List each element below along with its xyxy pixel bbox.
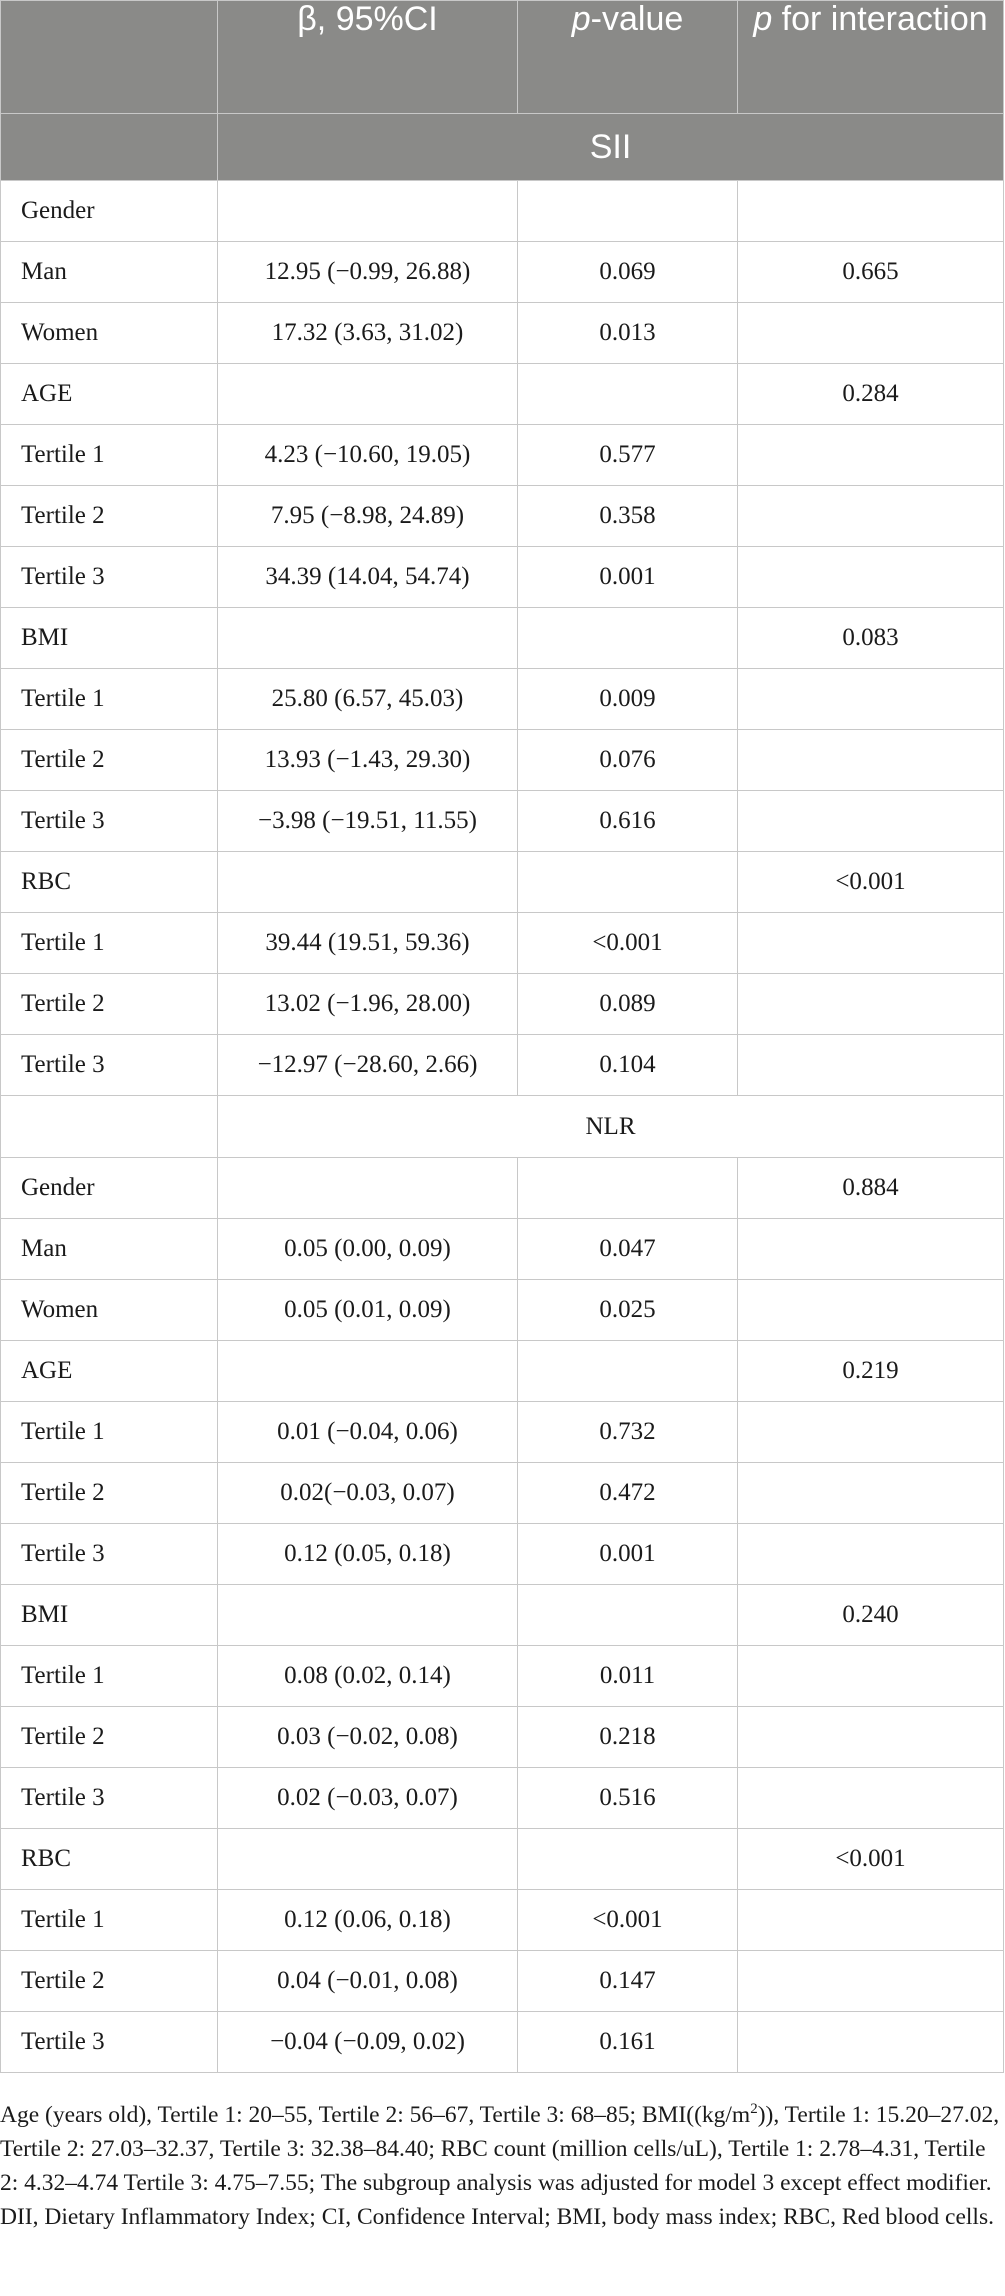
header-p-interaction <box>738 1 1004 114</box>
table-row <box>1 425 1004 486</box>
table-row <box>1 1707 1004 1768</box>
p-value-cell: 0.013 <box>518 303 738 364</box>
beta-ci-cell <box>218 1158 518 1219</box>
nlr-section-empty <box>1 1096 218 1158</box>
row-label: Tertile 1 <box>1 1890 218 1951</box>
row-label: Tertile 3 <box>1 1768 218 1829</box>
row-label: Tertile 2 <box>1 730 218 791</box>
beta-ci-cell: −3.98 (−19.51, 11.55) <box>218 791 518 852</box>
table-row <box>1 486 1004 547</box>
row-label: Tertile 1 <box>1 913 218 974</box>
p-value-cell: 0.516 <box>518 1768 738 1829</box>
table-row <box>1 669 1004 730</box>
row-label: Gender <box>1 1158 218 1219</box>
row-label: Tertile 2 <box>1 486 218 547</box>
p-interaction-cell <box>738 486 1004 547</box>
p-interaction-cell: 0.884 <box>738 1158 1004 1219</box>
p-value-cell: 0.009 <box>518 669 738 730</box>
table-row <box>1 974 1004 1035</box>
row-label: Tertile 3 <box>1 547 218 608</box>
p-interaction-cell <box>738 1951 1004 2012</box>
row-label: Tertile 1 <box>1 669 218 730</box>
p-value-cell: 0.161 <box>518 2012 738 2073</box>
p-interaction-cell <box>738 547 1004 608</box>
p-interaction-cell <box>738 2012 1004 2073</box>
beta-ci-cell: −0.04 (−0.09, 0.02) <box>218 2012 518 2073</box>
beta-ci-cell: 39.44 (19.51, 59.36) <box>218 913 518 974</box>
p-interaction-cell: 0.219 <box>738 1341 1004 1402</box>
row-label: Tertile 3 <box>1 1035 218 1096</box>
beta-ci-cell: 25.80 (6.57, 45.03) <box>218 669 518 730</box>
p-interaction-cell <box>738 181 1004 242</box>
p-interaction-cell: <0.001 <box>738 852 1004 913</box>
p-interaction-cell <box>738 1402 1004 1463</box>
p-value-cell: <0.001 <box>518 913 738 974</box>
beta-ci-cell: 0.08 (0.02, 0.14) <box>218 1646 518 1707</box>
row-label: AGE <box>1 1341 218 1402</box>
header-p-value <box>518 1 738 114</box>
footnote-text-2: )), Tertile 1: 15.20–27.02, Tertile 2: 27.03–32.37, Tertile 3: 32.38–84.40; RBC count (million cells/uL), Tertile 1: 2.78–4.31, Tertile 2: 4.32–4.74 Tertile 3: 4.75–7.55; The subgroup analysis was adjusted for model 3 except effect modifier. DII, Dietary Inflammatory Index; CI, Confidence Interval; BMI, body mass index; RBC, Red blood cells. <box>0 2101 1000 2230</box>
row-label: Tertile 2 <box>1 1707 218 1768</box>
row-label: Tertile 2 <box>1 1463 218 1524</box>
beta-ci-cell: 0.05 (0.00, 0.09) <box>218 1219 518 1280</box>
header-empty-cell <box>1 1 218 114</box>
table-row <box>1 1341 1004 1402</box>
p-value-cell: 0.089 <box>518 974 738 1035</box>
beta-ci-cell: 0.02(−0.03, 0.07) <box>218 1463 518 1524</box>
p-interaction-cell: 0.665 <box>738 242 1004 303</box>
beta-ci-cell: 0.12 (0.06, 0.18) <box>218 1890 518 1951</box>
p-interaction-cell: 0.083 <box>738 608 1004 669</box>
table-row <box>1 1463 1004 1524</box>
sii-header-row <box>1 114 1004 181</box>
p-value-cell: 0.011 <box>518 1646 738 1707</box>
beta-ci-cell <box>218 1341 518 1402</box>
table-row <box>1 364 1004 425</box>
beta-ci-cell: 13.93 (−1.43, 29.30) <box>218 730 518 791</box>
p-interaction-cell <box>738 1280 1004 1341</box>
p-value-cell: 0.147 <box>518 1951 738 2012</box>
beta-ci-cell <box>218 852 518 913</box>
p-interaction-cell: <0.001 <box>738 1829 1004 1890</box>
nlr-section-row <box>1 1096 1004 1158</box>
p-value-cell <box>518 608 738 669</box>
p-value-cell <box>518 1341 738 1402</box>
p-interaction-cell <box>738 1524 1004 1585</box>
beta-ci-cell: 7.95 (−8.98, 24.89) <box>218 486 518 547</box>
table-row <box>1 1951 1004 2012</box>
p-value-cell: 0.577 <box>518 425 738 486</box>
footnote-superscript: 2 <box>750 2101 758 2117</box>
row-label: Tertile 2 <box>1 1951 218 2012</box>
beta-ci-cell: 0.05 (0.01, 0.09) <box>218 1280 518 1341</box>
beta-ci-cell: 17.32 (3.63, 31.02) <box>218 303 518 364</box>
p-interaction-cell <box>738 303 1004 364</box>
row-label: Women <box>1 1280 218 1341</box>
p-interaction-cell <box>738 669 1004 730</box>
table-row <box>1 1524 1004 1585</box>
p-interaction-cell <box>738 1219 1004 1280</box>
row-label: Tertile 1 <box>1 425 218 486</box>
p-value-cell: <0.001 <box>518 1890 738 1951</box>
nlr-section-label: NLR <box>218 1096 1004 1158</box>
table-row <box>1 1585 1004 1646</box>
footnote-text-1: Age (years old), Tertile 1: 20–55, Tertile 2: 56–67, Tertile 3: 68–85; BMI((kg/m <box>0 2101 751 2128</box>
header-p-rest: -value <box>590 0 684 38</box>
beta-ci-cell: 0.03 (−0.02, 0.08) <box>218 1707 518 1768</box>
row-label: Tertile 2 <box>1 974 218 1035</box>
p-value-cell: 0.218 <box>518 1707 738 1768</box>
table-row <box>1 547 1004 608</box>
p-value-cell: 0.025 <box>518 1280 738 1341</box>
sii-section-label: SII <box>218 114 1004 181</box>
row-label: Tertile 3 <box>1 791 218 852</box>
p-interaction-cell <box>738 1707 1004 1768</box>
p-value-cell <box>518 1158 738 1219</box>
table-row <box>1 1158 1004 1219</box>
p-interaction-cell <box>738 1035 1004 1096</box>
beta-ci-cell <box>218 181 518 242</box>
row-label: Tertile 1 <box>1 1402 218 1463</box>
table-row <box>1 181 1004 242</box>
header-p-int-rest: for interaction <box>772 0 988 38</box>
row-label: Tertile 3 <box>1 2012 218 2073</box>
row-label: BMI <box>1 1585 218 1646</box>
p-interaction-cell <box>738 730 1004 791</box>
p-interaction-cell <box>738 1463 1004 1524</box>
p-interaction-cell: 0.240 <box>738 1585 1004 1646</box>
p-value-cell: 0.358 <box>518 486 738 547</box>
row-label: Man <box>1 1219 218 1280</box>
table-row <box>1 242 1004 303</box>
row-label: Tertile 1 <box>1 1646 218 1707</box>
table-row <box>1 730 1004 791</box>
p-interaction-cell <box>738 974 1004 1035</box>
p-interaction-cell <box>738 1646 1004 1707</box>
table-row <box>1 1890 1004 1951</box>
row-label: RBC <box>1 1829 218 1890</box>
header-beta-ci: β, 95%CI <box>218 1 518 114</box>
table-row <box>1 852 1004 913</box>
beta-ci-cell <box>218 364 518 425</box>
p-interaction-cell: 0.284 <box>738 364 1004 425</box>
table-row <box>1 1219 1004 1280</box>
row-label: AGE <box>1 364 218 425</box>
beta-ci-cell: 0.01 (−0.04, 0.06) <box>218 1402 518 1463</box>
p-value-cell: 0.001 <box>518 1524 738 1585</box>
p-interaction-cell <box>738 791 1004 852</box>
table-row <box>1 913 1004 974</box>
p-interaction-cell <box>738 1768 1004 1829</box>
header-p-int-italic: p <box>753 0 773 38</box>
beta-ci-cell: 0.04 (−0.01, 0.08) <box>218 1951 518 2012</box>
table-row <box>1 791 1004 852</box>
p-interaction-cell <box>738 425 1004 486</box>
table-row <box>1 1829 1004 1890</box>
beta-ci-cell <box>218 1585 518 1646</box>
row-label: Tertile 3 <box>1 1524 218 1585</box>
p-value-cell: 0.616 <box>518 791 738 852</box>
table-row <box>1 1646 1004 1707</box>
p-value-cell: 0.732 <box>518 1402 738 1463</box>
p-value-cell <box>518 364 738 425</box>
p-value-cell: 0.047 <box>518 1219 738 1280</box>
row-label: RBC <box>1 852 218 913</box>
p-value-cell: 0.001 <box>518 547 738 608</box>
row-label: BMI <box>1 608 218 669</box>
beta-ci-cell: 0.12 (0.05, 0.18) <box>218 1524 518 1585</box>
beta-ci-cell: −12.97 (−28.60, 2.66) <box>218 1035 518 1096</box>
p-value-cell <box>518 1829 738 1890</box>
header-row <box>1 1 1004 114</box>
table-row <box>1 608 1004 669</box>
table-row <box>1 1035 1004 1096</box>
beta-ci-cell <box>218 608 518 669</box>
p-value-cell: 0.104 <box>518 1035 738 1096</box>
p-value-cell <box>518 1585 738 1646</box>
table-row <box>1 303 1004 364</box>
row-label: Man <box>1 242 218 303</box>
table-row <box>1 1280 1004 1341</box>
beta-ci-cell <box>218 1829 518 1890</box>
row-label: Gender <box>1 181 218 242</box>
sii-header-empty <box>1 114 218 181</box>
p-value-cell: 0.472 <box>518 1463 738 1524</box>
p-value-cell: 0.076 <box>518 730 738 791</box>
p-value-cell <box>518 852 738 913</box>
p-value-cell: 0.069 <box>518 242 738 303</box>
beta-ci-cell: 0.02 (−0.03, 0.07) <box>218 1768 518 1829</box>
p-value-cell <box>518 181 738 242</box>
table-row <box>1 1402 1004 1463</box>
beta-ci-cell: 13.02 (−1.96, 28.00) <box>218 974 518 1035</box>
table-row <box>1 2012 1004 2073</box>
beta-ci-cell: 34.39 (14.04, 54.74) <box>218 547 518 608</box>
header-p-italic: p <box>571 0 591 38</box>
table-row <box>1 1768 1004 1829</box>
row-label: Women <box>1 303 218 364</box>
p-interaction-cell <box>738 1890 1004 1951</box>
p-interaction-cell <box>738 913 1004 974</box>
beta-ci-cell: 12.95 (−0.99, 26.88) <box>218 242 518 303</box>
beta-ci-cell: 4.23 (−10.60, 19.05) <box>218 425 518 486</box>
table-footnote <box>0 2092 1000 2234</box>
